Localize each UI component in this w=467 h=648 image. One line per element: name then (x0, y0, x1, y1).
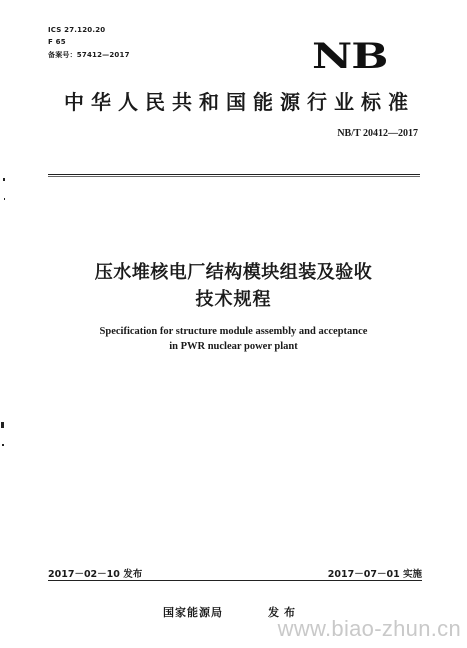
standard-number: NB/T 20412—2017 (337, 128, 418, 139)
scan-mark (2, 444, 4, 446)
document-title-en-line2: in PWR nuclear power plant (169, 341, 298, 352)
top-divider-thin (48, 176, 420, 177)
publish-label: 发布 (268, 606, 300, 619)
document-title-en-line1: Specification for structure module assembly and acceptance (99, 326, 368, 337)
standard-category-title: 中华人民共和国能源行业标准 (64, 90, 415, 114)
bottom-divider (48, 580, 422, 581)
issue-date: 2017－02－10 发布 (48, 569, 143, 580)
classification-code: F 65 (48, 38, 66, 46)
nb-logo: NB (312, 36, 388, 77)
watermark: www.biao-zhun.cn (277, 616, 461, 641)
document-title-cn-line1: 压水堆核电厂结构模块组装及验收 (94, 262, 373, 283)
scan-mark (3, 178, 5, 181)
publisher-name: 国家能源局 (163, 606, 223, 619)
scan-mark (4, 198, 5, 200)
scan-mark (1, 422, 4, 428)
record-number: 备案号：57412—2017 (48, 51, 130, 59)
document-title-cn-line2: 技术规程 (195, 289, 272, 310)
ics-code: ICS 27.120.20 (48, 26, 106, 34)
implementation-date: 2017－07－01 实施 (327, 569, 422, 580)
top-divider (48, 174, 420, 175)
